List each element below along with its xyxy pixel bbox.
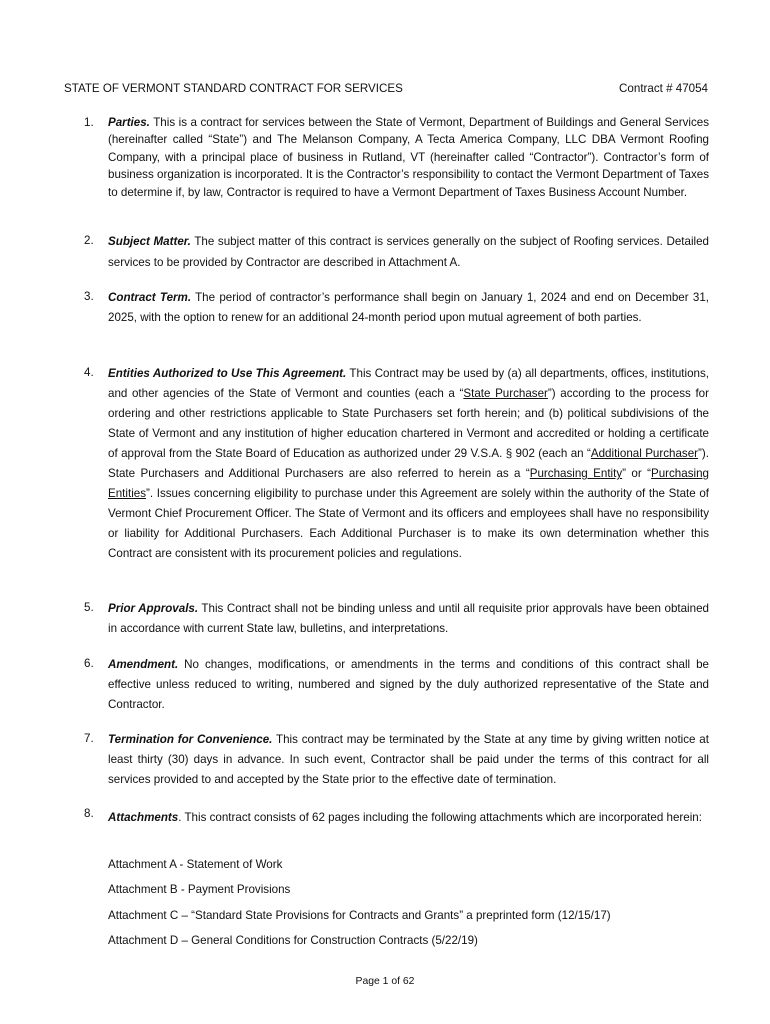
contract-title: STATE OF VERMONT STANDARD CONTRACT FOR SERVICES [64,82,403,95]
section-number: 5. [84,601,94,614]
section-number: 1. [84,116,94,129]
section-text [108,364,709,564]
defined-term: Additional Purchaser [590,447,699,460]
section-number: 8. [84,807,94,820]
section-body: This is a contract for services between the State of Vermont, Department of Buildings and General Services (hereinafter called “State”) and The Melanson Company, A Tecta America Company, LLC DBA Vermont Roofing Company, with a principal place of business in Rutland, VT (hereinafter called “Contractor”). Contractor’s form of business organization is incorporated. It is the Contractor’s responsibility to contact the Vermont Department of Taxes to determine if, by law, Contractor is required to have a Vermont Department of Taxes Business Account Number. [108,116,709,199]
section-text [108,232,709,273]
section-body: ”. Issues concerning eligibility to purchase under this Agreement are solely within the authority of the State of Vermont Chief Procurement Officer. The State of Vermont and its officers and employees shall have no responsibility or liability for Additional Purchasers. Each Additional Purchaser is to make its own determination whether this Contract are consistent with its procurement policies and regulations. [108,487,709,560]
defined-term: Purchasing Entity [529,467,623,480]
section-body: ” or “ [622,467,651,480]
section-body: This Contract shall not be binding unless and until all requisite prior approvals have been obtained in accordance with current State law, bulletins, and interpretations. [108,602,709,635]
section-number: 7. [84,732,94,745]
section-title: Contract Term. [108,291,192,304]
section-body: The period of contractor’s performance shall begin on January 1, 2024 and end on December 31, 2025, with the option to renew for an additional 24-month period upon mutual agreement of both parties. [108,291,709,324]
attachment-item: Attachment B - Payment Provisions [108,883,291,896]
section-text [108,114,709,201]
attachment-item: Attachment A - Statement of Work [108,858,283,871]
section-text [108,655,709,715]
attachment-item: Attachment D – General Conditions for Construction Contracts (5/22/19) [108,934,478,947]
section-body: . This contract consists of 62 pages including the following attachments which are incorporated herein: [178,811,702,824]
section-body: No changes, modifications, or amendments in the terms and conditions of this contract shall be effective unless reduced to writing, numbered and signed by the duly authorized representative of the State and Contractor. [108,658,709,711]
attachment-item: Attachment C – “Standard State Provisions for Contracts and Grants” a preprinted form (12/15/17) [108,909,611,922]
section-text [108,599,709,639]
section-number: 2. [84,234,94,247]
section-body: This contract may be terminated by the State at any time by giving written notice at least thirty (30) days in advance. In such event, Contractor shall be paid under the terms of this contract for all services provided to and accepted by the State prior to the effective date of termination. [108,733,709,786]
section-number: 4. [84,366,94,379]
section-number: 3. [84,290,94,303]
section-title: Termination for Convenience. [108,733,273,746]
section-title: Subject Matter. [108,235,191,248]
section-title: Attachments [108,811,179,824]
section-title: Entities Authorized to Use This Agreement. [108,367,347,380]
section-number: 6. [84,657,94,670]
defined-term: Purchasing Entities [108,467,709,500]
defined-term: State Purchaser [463,387,548,400]
section-title: Prior Approvals. [108,602,199,615]
section-title: Amendment. [108,658,179,671]
page-number: Page 1 of 62 [355,976,415,987]
section-body: ”) according to the process for ordering and other restrictions applicable to State Purchasers set forth herein; and (b) political subdivisions of the State of Vermont and any institution of higher education chartered in Vermont and accredited or holding a certificate of approval from the State Board of Education as authorized under 29 V.S.A. § 902 (each an “ [108,387,709,460]
section-text [108,805,709,830]
section-body: The subject matter of this contract is services generally on the subject of Roofing services. Detailed services to be provided by Contractor are described in Attachment A. [108,235,709,269]
section-body: This Contract may be used by (a) all departments, offices, institutions, and other agencies of the State of Vermont and counties (each a “ [108,367,709,400]
section-title: Parties. [108,116,150,129]
section-text [108,288,709,328]
section-text [108,730,709,790]
contract-number: Contract # 47054 [619,82,708,95]
section-body: ”). State Purchasers and Additional Purchasers are also referred to herein as a “ [108,447,709,480]
